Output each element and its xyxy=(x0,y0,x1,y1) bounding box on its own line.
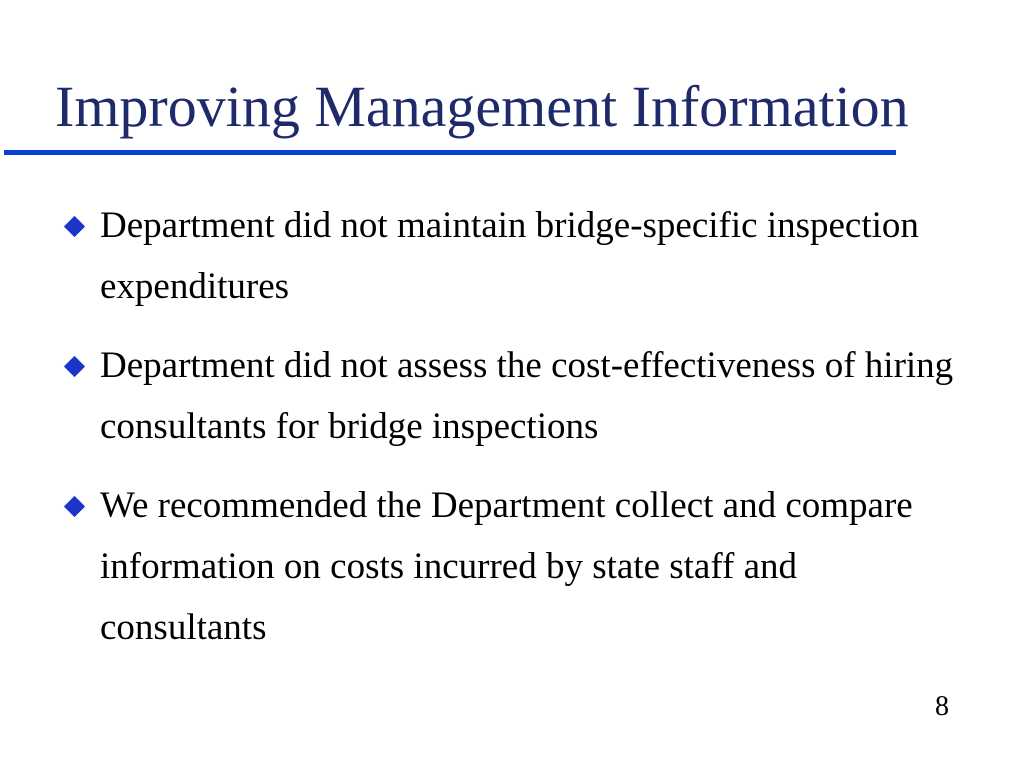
bullet-item xyxy=(60,195,960,317)
bullet-text: We recommended the Department collect and compare information on costs incurred by state staff and consultants xyxy=(100,485,913,648)
bullet-item xyxy=(60,475,960,658)
diamond-bullet-icon xyxy=(64,356,85,377)
bullet-item xyxy=(60,335,960,457)
title-underline xyxy=(4,150,896,155)
diamond-bullet-icon xyxy=(64,496,85,517)
bullet-text: Department did not assess the cost-effectiveness of hiring consultants for bridge inspections xyxy=(100,345,954,447)
slide-title: Improving Management Information xyxy=(55,74,909,139)
page-number: 8 xyxy=(935,691,949,722)
bullet-text: Department did not maintain bridge-specific inspection expenditures xyxy=(100,205,919,307)
bullet-list xyxy=(60,195,960,676)
diamond-bullet-icon xyxy=(64,216,85,237)
